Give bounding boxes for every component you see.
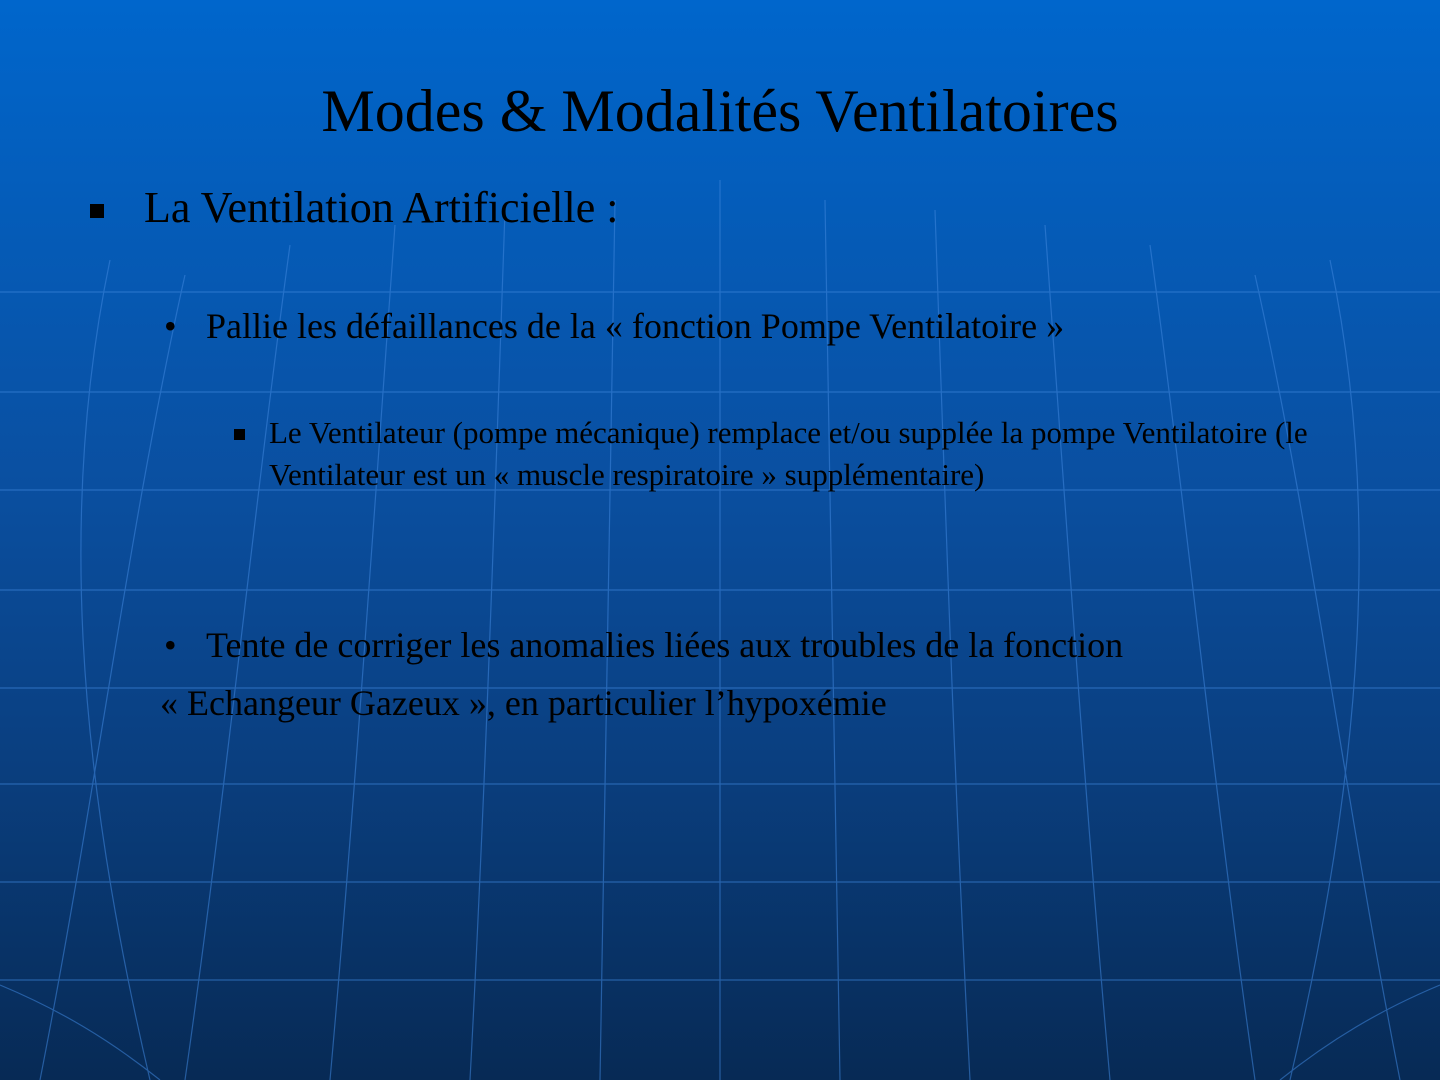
round-bullet-icon: • [164, 306, 177, 346]
bullet-level1-text: La Ventilation Artificielle : [144, 183, 619, 232]
bullet-level2-second-line1: Tente de corriger les anomalies liées aux troubles de la fonction [206, 625, 1124, 665]
square-bullet-icon [90, 204, 104, 218]
round-bullet-icon: • [164, 625, 177, 665]
slide-title: Modes & Modalités Ventilatoires [321, 78, 1119, 144]
bullet-level2-second-line2: « Echangeur Gazeux », en particulier l’hypoxémie [160, 683, 887, 723]
bullet-level2-first-text: Pallie les défaillances de la « fonction Pompe Ventilatoire » [206, 306, 1065, 346]
square-bullet-icon [234, 429, 245, 440]
bullet-level3-text: Le Ventilateur (pompe mécanique) remplace et/ou supplée la pompe Ventilatoire (le Ventilateur est un « muscle respiratoire » supplémentaire) [269, 415, 1308, 492]
